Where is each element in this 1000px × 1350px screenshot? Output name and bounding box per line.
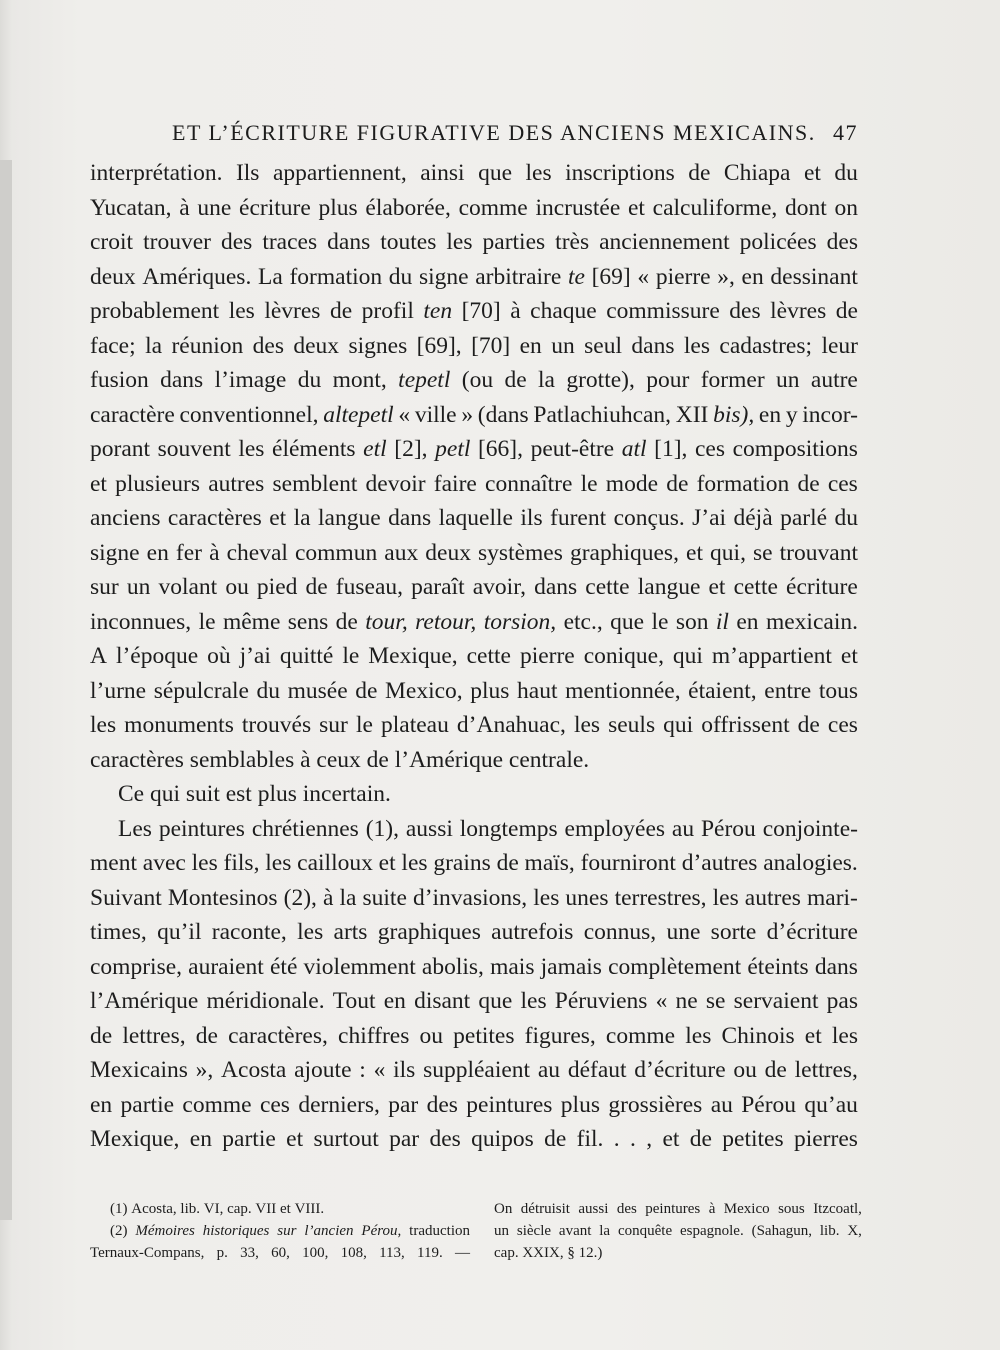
body-line: Mexicains », Acosta ajoute : « ils suppléaient au défaut d’écriture ou de lettres, bbox=[90, 1057, 858, 1083]
body-line: porant souvent les éléments etl [2], petl [66], peut-être atl [1], ces compositions bbox=[90, 436, 858, 462]
body-line: caractère conventionnel, altepetl « ville » (dans Patlachiuhcan, XII bis), en y incor- bbox=[90, 401, 858, 428]
running-head-title: ET L’ÉCRITURE FIGURATIVE DES ANCIENS MEXICAINS. bbox=[172, 120, 816, 145]
body-line: de lettres, de caractères, chiffres ou petites figures, comme les Chinois et les bbox=[90, 1022, 858, 1049]
body-line: signe en fer à cheval commun aux deux systèmes graphiques, et qui, se trouvant bbox=[90, 539, 858, 566]
body-line: l’Amérique méridionale. Tout en disant que les Péruviens « ne se servaient pas bbox=[90, 988, 858, 1014]
page-edge-shadow bbox=[0, 160, 12, 1220]
body-line: Mexique, en partie et surtout par des quipos de fil. . . , et de petites pierres bbox=[90, 1126, 858, 1152]
body-line: les monuments trouvés sur le plateau d’Anahuac, les seuls qui offrissent de ces bbox=[90, 712, 858, 738]
footnote-line: On détruisit aussi des peintures à Mexico sous Itzcoatl, bbox=[494, 1201, 862, 1217]
body-line: interprétation. Ils appartiennent, ainsi que les inscriptions de Chiapa et du bbox=[90, 160, 858, 186]
body-text bbox=[90, 156, 858, 1157]
footnote-line: (2) Mémoires historiques sur l’ancien Pérou, traduction bbox=[110, 1223, 470, 1239]
body-line: Suivant Montesinos (2), à la suite d’invasions, les unes terrestres, les autres mari- bbox=[90, 884, 858, 911]
body-line: probablement les lèvres de profil ten [70] à chaque commissure des lèvres de bbox=[90, 298, 858, 324]
running-head bbox=[160, 118, 858, 152]
body-line: times, qu’il raconte, les arts graphiques autrefois connus, une sorte d’écriture bbox=[90, 919, 858, 945]
body-line: ment avec les fils, les cailloux et les grains de maïs, fourniront d’autres analogies. bbox=[90, 850, 858, 876]
page-number: 47 bbox=[833, 120, 858, 145]
body-line: A l’époque où j’ai quitté le Mexique, cette pierre conique, qui m’appartient et bbox=[90, 643, 858, 669]
body-line: et plusieurs autres semblent devoir faire connaître le mode de formation de ces bbox=[90, 470, 858, 497]
body-line: Ce qui suit est plus incertain. bbox=[118, 781, 391, 807]
body-line: croit trouver des traces dans toutes les parties très anciennement policées des bbox=[90, 229, 858, 255]
body-line: face; la réunion des deux signes [69], [70] en un seul dans les cadastres; leur bbox=[90, 332, 858, 359]
footnotes-left-column bbox=[90, 1198, 470, 1264]
footnote-line: (1) Acosta, lib. VI, cap. VII et VIII. bbox=[110, 1201, 325, 1217]
body-line: inconnues, le même sens de tour, retour, torsion, etc., que le son il en mexicain. bbox=[90, 608, 858, 635]
body-line: Yucatan, à une écriture plus élaborée, comme incrustée et calculiforme, dont on bbox=[90, 194, 858, 221]
body-line: Les peintures chrétiennes (1), aussi longtemps employées au Pérou conjointe- bbox=[118, 815, 858, 842]
body-line: deux Amériques. La formation du signe arbitraire te [69] « pierre », en dessinant bbox=[90, 263, 858, 290]
footnote-line: un siècle avant la conquête espagnole. (Sahagun, lib. X, bbox=[494, 1223, 862, 1239]
footnote-line: cap. XXIX, § 12.) bbox=[494, 1245, 603, 1261]
body-line: caractères semblables à ceux de l’Amérique centrale. bbox=[90, 746, 590, 773]
footnote-line: Ternaux-Compans, p. 33, 60, 100, 108, 113, 119. — bbox=[90, 1245, 470, 1261]
body-line: en partie comme ces derniers, par des peintures plus grossières au Pérou qu’au bbox=[90, 1091, 858, 1118]
body-line: l’urne sépulcrale du musée de Mexico, plus haut mentionnée, étaient, entre tous bbox=[90, 677, 858, 704]
footnotes-right-column bbox=[494, 1198, 862, 1264]
body-line: anciens caractères et la langue dans laquelle ils furent conçus. J’ai déjà parlé du bbox=[90, 505, 858, 531]
body-line: fusion dans l’image du mont, tepetl (ou de la grotte), pour former un autre bbox=[90, 367, 858, 393]
body-line: sur un volant ou pied de fuseau, paraît avoir, dans cette langue et cette écriture bbox=[90, 574, 858, 600]
body-line: comprise, auraient été violemment abolis, mais jamais complètement éteints dans bbox=[90, 953, 858, 980]
